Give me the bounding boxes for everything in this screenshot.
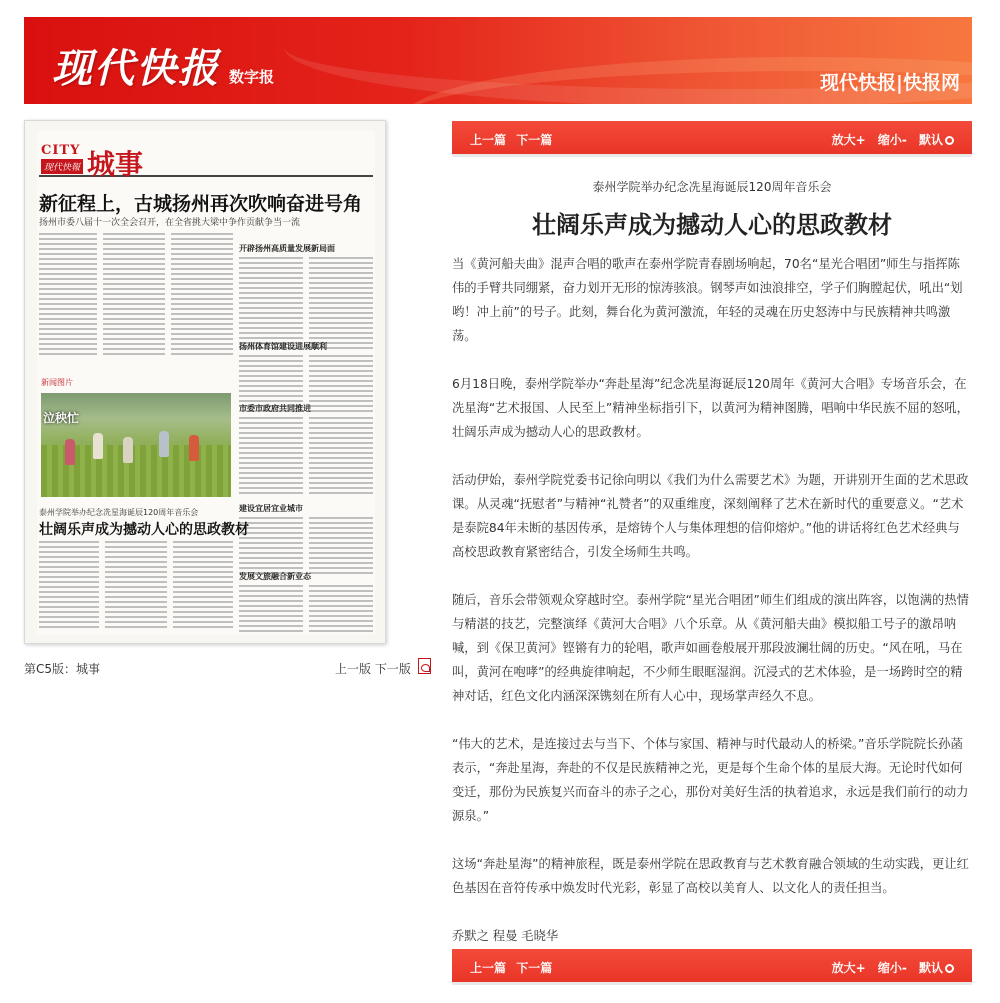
text-column [239, 585, 303, 635]
brand-logo[interactable]: 现代快报 [52, 45, 220, 92]
default-size-button[interactable] [919, 133, 954, 147]
photo-label: 泣秧忙 [43, 411, 80, 425]
article-title: 壮阔乐声成为撼动人心的思政教材 [532, 211, 892, 239]
newspaper-page-thumbnail[interactable] [24, 120, 386, 644]
default-size-label: 默认 [918, 961, 943, 975]
newspaper-column-heading[interactable]: 市委市政府共同推进 [239, 404, 311, 413]
text-column [309, 257, 373, 352]
newspaper-article-title[interactable]: 壮阔乐声成为撼动人心的思政教材 [39, 522, 249, 538]
next-article-link[interactable]: 下一篇 [516, 133, 553, 147]
site-name-link[interactable]: 现代快报|快报网 [820, 72, 960, 94]
next-page-link[interactable]: 下一版 [374, 662, 411, 676]
newspaper-headline[interactable]: 新征程上，古城扬州再次吹响奋进号角 [39, 193, 363, 215]
text-column [309, 517, 373, 577]
newspaper-column-heading[interactable]: 扬州体育馆建设进展顺利 [239, 342, 327, 351]
newspaper-column-heading[interactable]: 开辟扬州高质量发展新局面 [239, 244, 335, 253]
circle-icon [945, 136, 954, 145]
farmer-figure [123, 437, 133, 463]
text-column [239, 417, 303, 497]
article-paragraph: 活动伊始，泰州学院党委书记徐向明以《我们为什么需要艺术》为题，开讲别开生面的艺术思政课。从灵魂“抚慰者”与精神“礼赞者”的双重维度，深刻阐释了艺术在新时代的重要意义。“艺术是泰院84年未断的基因传承，是熔铸个人与集体理想的信仰熔炉。”他的讲话将红色艺术经典与高校思政教育紧密结合，引发全场师生共鸣。 [452, 473, 969, 559]
pdf-icon[interactable] [418, 658, 431, 674]
newspaper-tag: 现代快報 [41, 159, 83, 174]
zoom-out-button[interactable]: 缩小- [877, 961, 907, 975]
prev-article-link[interactable]: 上一篇 [470, 133, 507, 147]
page-label: 第C5版：城事 [24, 662, 101, 676]
next-article-link[interactable]: 下一篇 [516, 961, 553, 975]
brand-subtitle: 数字报 [229, 68, 275, 86]
circle-icon [945, 964, 954, 973]
article-paragraph: 6月18日晚，泰州学院举办“奔赴星海”纪念冼星海诞辰120周年《黄河大合唱》专场音乐会，在冼星海“艺术报国、人民至上”精神坐标指引下，以黄河为精神图腾，唱响中华民族不屈的怒吼，壮阔乐声成为撼动人心的思政教材。 [452, 377, 969, 439]
font-size-controls [824, 959, 954, 976]
text-column [239, 257, 303, 352]
page-navigation [335, 660, 411, 677]
article-paragraph: “伟大的艺术，是连接过去与当下、个体与家国、精神与时代最动人的桥梁。”音乐学院院长孙菡表示，“奔赴星海，奔赴的不仅是民族精神之光，更是每个生命个体的星辰大海。无论时代如何变迁，那份为民族复兴而奋斗的赤子之心，那份对美好生活的执着追求，永远是我们前行的动力源泉。” [452, 737, 969, 823]
farmer-figure [93, 433, 103, 459]
article-author: 乔默之 程曼 毛晓华 [452, 929, 559, 943]
newspaper-section-title: 城事 [87, 148, 144, 181]
zoom-in-button[interactable]: 放大+ [831, 133, 866, 147]
header-banner [24, 17, 972, 104]
text-column [309, 417, 373, 497]
article-nav [470, 131, 558, 148]
article-paragraph: 这场“奔赴星海”的精神旅程，既是泰州学院在思政教育与艺术教育融合领域的生动实践，更让红色基因在音符传承中焕发时代光彩，彰显了高校以美育人、以文化人的责任担当。 [452, 857, 969, 895]
text-column [171, 233, 233, 358]
article-toolbar-bottom [452, 949, 972, 982]
article-kicker: 泰州学院举办纪念冼星海诞辰120周年音乐会 [592, 180, 832, 194]
newspaper-article-kicker: 泰州学院举办纪念冼星海诞辰120周年音乐会 [39, 508, 199, 517]
photo-caption: 新闻图片 [41, 378, 73, 387]
article-toolbar-top [452, 121, 972, 154]
farmer-figure [159, 431, 169, 457]
text-column [103, 233, 165, 358]
text-column [309, 585, 373, 635]
default-size-label: 默认 [918, 133, 943, 147]
text-column [105, 541, 167, 631]
farmer-figure [189, 435, 199, 461]
text-column [309, 355, 373, 415]
article-body [452, 252, 972, 972]
article-paragraph: 随后，音乐会带领观众穿越时空。泰州学院“星光合唱团”师生们组成的演出阵容，以饱满的热情与精湛的技艺，完整演绎《黄河大合唱》八个乐章。从《黄河船夫曲》模拟船工号子的激昂呐喊，到《保卫黄河》铿锵有力的轮唱，歌声如画卷般展开那段波澜壮阔的历史。“风在吼，马在叫，黄河在咆哮”的经典旋律响起，不少师生眼眶湿润。沉浸式的艺术体验，是一场跨时空的精神对话，红色文化内涵深深镌刻在所有人心中，现场掌声经久不息。 [452, 593, 969, 703]
prev-article-link[interactable]: 上一篇 [470, 961, 507, 975]
zoom-out-button[interactable]: 缩小- [877, 133, 907, 147]
text-column [173, 541, 233, 631]
newspaper-column-heading[interactable]: 发展文旅融合新业态 [239, 572, 311, 581]
newspaper-subheadline: 扬州市委八届十一次全会召开，在全省挑大梁中争作贡献争当一流 [39, 218, 301, 228]
article-nav [470, 959, 558, 976]
newspaper-masthead [39, 143, 373, 181]
farmer-figure [65, 439, 75, 465]
font-size-controls [824, 131, 954, 148]
zoom-in-button[interactable]: 放大+ [831, 961, 866, 975]
text-column [39, 541, 99, 631]
newspaper-city-label: CITY [41, 143, 81, 158]
prev-page-link[interactable]: 上一版 [335, 662, 372, 676]
newspaper-column-heading[interactable]: 建设宜居宜业城市 [239, 504, 303, 513]
article-paragraph: 当《黄河船夫曲》混声合唱的歌声在泰州学院青春剧场响起，70名“星光合唱团”师生与指挥陈伟的手臂共同绷紧，奋力划开无形的惊涛骇浪。钢琴声如浊浪排空，学子们胸膛起伏，吼出“划哟！冲上前”的号子。此刻，舞台化为黄河激流，年轻的灵魂在历史怒涛中与民族精神共鸣激荡。 [452, 257, 963, 343]
default-size-button[interactable] [919, 961, 954, 975]
newspaper-page [37, 131, 375, 635]
text-column [39, 233, 97, 358]
